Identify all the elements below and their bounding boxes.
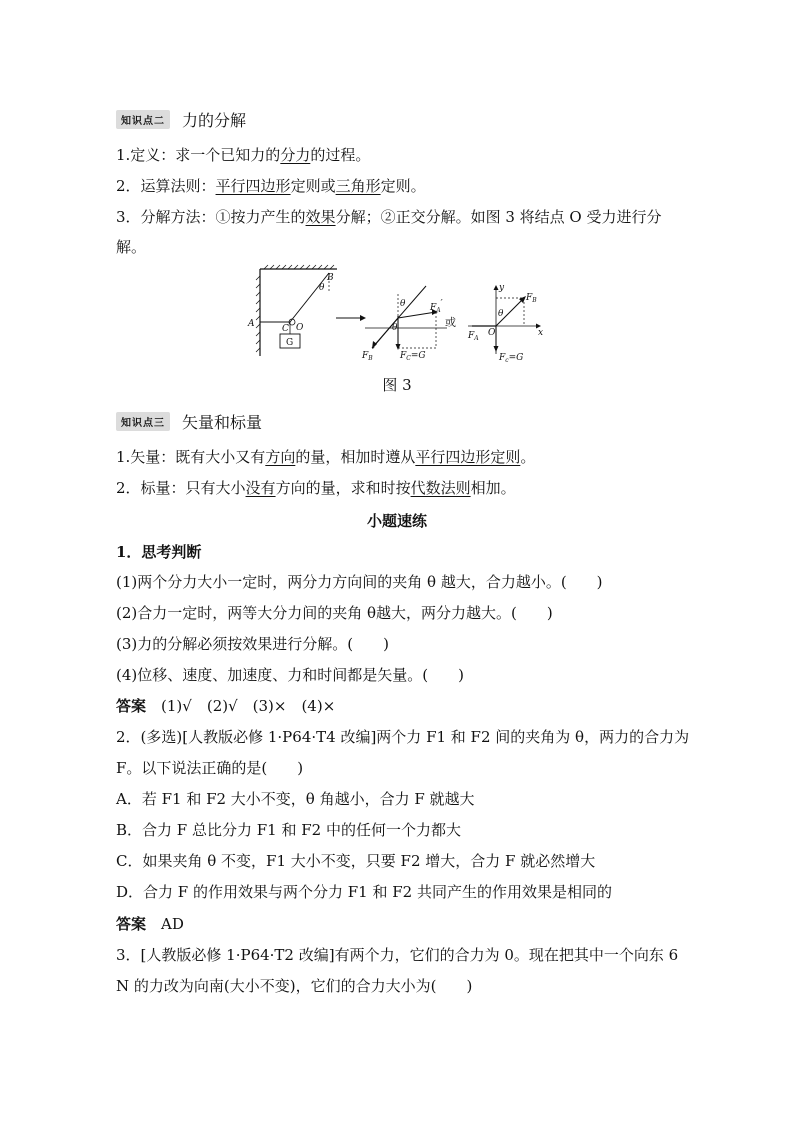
label-fb: $F_B$ <box>526 293 537 304</box>
label-fb-prime: $F_B'$ <box>362 347 375 362</box>
vector-term-parallelogram: 平行四边形定则 <box>415 448 521 466</box>
definition-line: 1.定义：求一个已知力的分力的过程。 <box>116 146 371 164</box>
label-fa: $F_A$ <box>468 331 479 342</box>
label-theta-1: θ <box>319 283 325 293</box>
label-fc-equals-g: $F_C=G$ <box>400 351 426 362</box>
section-tag: 知识点三 <box>116 412 170 431</box>
q2-answer <box>116 914 184 934</box>
scalar-term-none: 没有 <box>245 479 276 497</box>
q3-stem-line1: 3．[人教版必修 1·P64·T2 改编]有两个力，它们的合力为 0。现在把其中一个向东 6 <box>116 946 679 964</box>
label-O: O <box>296 323 304 333</box>
q1-item: (3)力的分解必须按效果进行分解。( ) <box>116 635 389 653</box>
label-theta-3: θ <box>392 323 398 333</box>
q1-answer <box>116 696 335 716</box>
q1-title: 1．思考判断 <box>116 543 202 561</box>
section-heading-decomposition <box>116 108 246 131</box>
label-C: C <box>282 324 289 334</box>
q1-item: (2)合力一定时，两等大分力间的夹角 θ越大，两分力越大。( ) <box>116 604 553 622</box>
section-title: 力的分解 <box>182 111 247 130</box>
rule-term-triangle: 三角形 <box>335 177 381 195</box>
q1-item: (4)位移、速度、加速度、力和时间都是矢量。( ) <box>116 666 464 684</box>
q3-stem-line2: N 的力改为向南(大小不变)，它们的合力大小为( ) <box>116 977 473 995</box>
label-theta-2: θ <box>400 299 406 309</box>
label-y: y <box>499 283 505 293</box>
force-decomposition-figure <box>240 264 550 364</box>
figure-caption: 图 3 <box>382 376 412 394</box>
method-line-2: 解。 <box>116 238 147 256</box>
rule-line: 2．运算法则：平行四边形定则或三角形定则。 <box>116 177 426 195</box>
label-A: A <box>248 319 255 329</box>
q2-stem-line2: F。以下说法正确的是( ) <box>116 759 304 777</box>
q2-option-b: B．合力 F 总比分力 F1 和 F2 中的任何一个力都大 <box>116 821 461 839</box>
answer-label: 答案 <box>116 697 147 715</box>
method-term: 效果 <box>305 208 336 226</box>
q2-option-a: A．若 F1 和 F2 大小不变，θ 角越小，合力 F 就越大 <box>116 790 475 808</box>
answer-text: AD <box>161 915 184 933</box>
rule-term-parallelogram: 平行四边形 <box>215 177 291 195</box>
label-x: x <box>538 328 544 338</box>
scalar-term-algebra: 代数法则 <box>410 479 471 497</box>
method-line: 3．分解方法：①按力产生的效果分解；②正交分解。如图 3 将结点 O 受力进行分 <box>116 208 662 226</box>
q2-option-d: D．合力 F 的作用效果与两个分力 F1 和 F2 共同产生的作用效果是相同的 <box>116 883 612 901</box>
section-tag: 知识点二 <box>116 110 170 129</box>
q2-option-c: C．如果夹角 θ 不变，F1 大小不变，只要 F2 增大，合力 F 就必然增大 <box>116 852 596 870</box>
q2-stem-line1: 2．(多选)[人教版必修 1·P64·T4 改编]两个力 F1 和 F2 间的夹角为 θ，两力的合力为 <box>116 728 690 746</box>
label-fa-prime: $F_A'$ <box>430 299 443 314</box>
vector-term-direction: 方向 <box>265 448 296 466</box>
practice-title: 小题速练 <box>366 512 427 530</box>
label-or: 或 <box>445 316 456 329</box>
answer-text: (1)√ (2)√ (3)× (4)× <box>161 697 336 715</box>
label-O-2: O <box>488 328 496 338</box>
label-G: G <box>286 338 294 348</box>
label-fc-equals-g-2: $F_c=G$ <box>499 353 524 364</box>
label-B: B <box>327 273 334 283</box>
section-heading-vector-scalar <box>116 410 262 433</box>
answer-label: 答案 <box>116 915 147 933</box>
definition-term: 分力 <box>280 146 311 164</box>
label-theta-4: θ <box>498 309 504 319</box>
vector-line: 1.矢量：既有大小又有方向的量，相加时遵从平行四边形定则。 <box>116 448 536 466</box>
section-title: 矢量和标量 <box>182 413 263 432</box>
scalar-line: 2．标量：只有大小没有方向的量，求和时按代数法则相加。 <box>116 479 516 497</box>
q1-item: (1)两个分力大小一定时，两分力方向间的夹角 θ 越大，合力越小。( ) <box>116 573 603 591</box>
